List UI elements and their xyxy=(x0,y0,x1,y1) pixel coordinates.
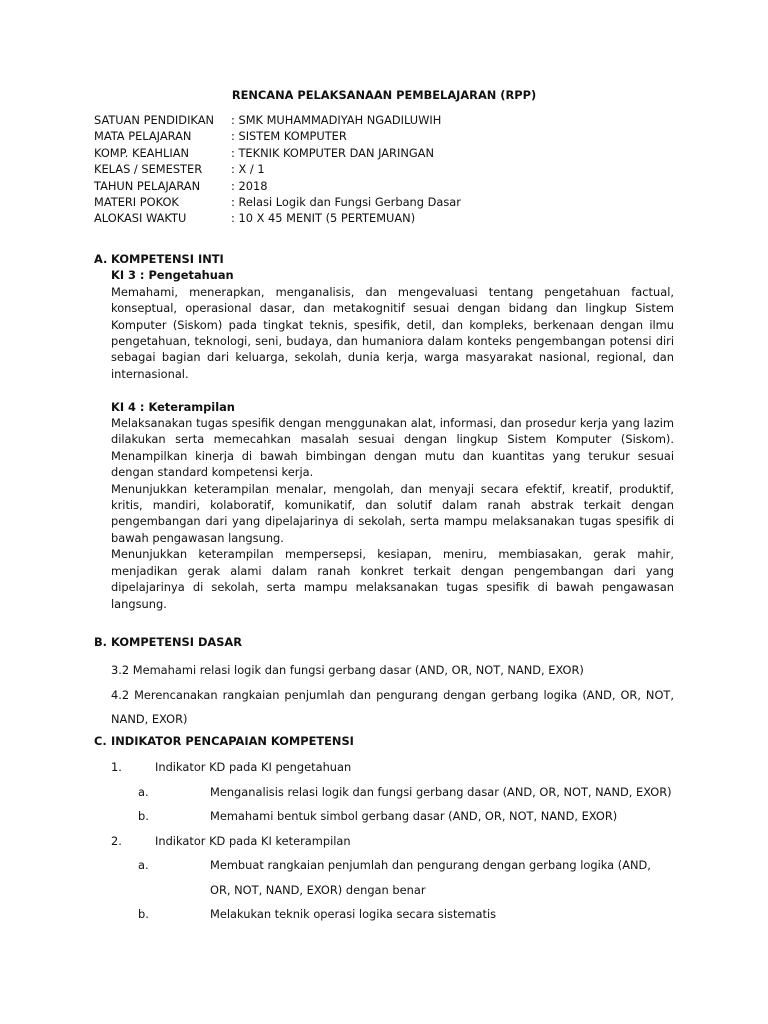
section-title: INDIKATOR PENCAPAIAN KOMPETENSI xyxy=(111,734,354,748)
section-heading xyxy=(94,733,674,749)
section-kompetensi-dasar xyxy=(94,634,674,732)
ki3-heading: KI 3 : Pengetahuan xyxy=(111,268,234,283)
info-label: KELAS / SEMESTER xyxy=(94,162,203,177)
section-title: KOMPETENSI INTI xyxy=(111,252,224,266)
indicator-label: Indikator KD pada KI keterampilan xyxy=(155,833,351,848)
ki4-paragraph-1: Melaksanakan tugas spesifik dengan menggunakan alat, informasi, dan prosedur kerja yang lazim dilakukan serta memecahkan masalah sesuai dengan lingkup Sistem Komputer (Siskom). Menampilkan kinerja di bawah bimbingan dengan mutu dan kuantitas yang terukur sesuai dengan standard kompetensi kerja. xyxy=(111,416,674,480)
subitem-letter: a. xyxy=(138,858,149,873)
subitem-letter: b. xyxy=(138,907,149,922)
info-value: : Relasi Logik dan Fungsi Gerbang Dasar xyxy=(231,194,461,209)
info-value: : SISTEM KOMPUTER xyxy=(231,129,347,144)
indicator-number: 2. xyxy=(111,833,122,848)
info-row xyxy=(94,194,674,210)
section-letter: A. xyxy=(94,252,108,266)
ki4-paragraph-2: Menunjukkan keterampilan menalar, mengolah, dan menyaji secara efektif, kreatif, produktif, kritis, mandiri, kolaboratif, komunikatif, dan solutif dalam ranah abstrak terkait dengan pengembangan dari yang dipelajarinya di sekolah, serta mampu melaksanakan tugas spesifik di bawah pengawasan langsung. xyxy=(111,481,674,545)
kd-item: 3.2 Memahami relasi logik dan fungsi gerbang dasar (AND, OR, NOT, NAND, EXOR) xyxy=(111,663,584,678)
section-heading xyxy=(94,251,674,267)
subitem-text: Menganalisis relasi logik dan fungsi gerbang dasar (AND, OR, NOT, NAND, EXOR) xyxy=(210,784,672,799)
info-row xyxy=(94,112,674,128)
identity-table xyxy=(94,112,674,227)
info-row xyxy=(94,145,674,161)
section-indikator xyxy=(94,733,674,927)
info-label: MATERI POKOK xyxy=(94,194,179,209)
section-heading xyxy=(94,634,674,650)
info-value: : TEKNIK KOMPUTER DAN JARINGAN xyxy=(231,145,434,160)
kd-item: 4.2 Merencanakan rangkaian penjumlah dan pengurang dengan gerbang logika (AND, OR, NOT, NAND, EXOR) xyxy=(111,687,674,727)
info-value: : X / 1 xyxy=(231,162,265,177)
indicator-subitem xyxy=(94,902,674,927)
info-row xyxy=(94,128,674,144)
section-kompetensi-inti xyxy=(94,251,674,612)
subitem-text: Membuat rangkaian penjumlah dan pengurang dengan gerbang logika (AND, OR, NOT, NAND, EXOR) dengan benar xyxy=(210,858,651,897)
subitem-letter: b. xyxy=(138,809,149,824)
indicator-label: Indikator KD pada KI pengetahuan xyxy=(155,760,352,775)
section-letter: C. xyxy=(94,734,107,748)
indicator-item xyxy=(94,755,674,780)
indicator-number: 1. xyxy=(111,760,122,775)
ki4-heading: KI 4 : Keterampilan xyxy=(111,399,235,414)
subitem-text: Melakukan teknik operasi logika secara sistematis xyxy=(210,907,497,922)
info-value: : SMK MUHAMMADIYAH NGADILUWIH xyxy=(231,113,442,127)
info-label: SATUAN PENDIDIKAN xyxy=(94,113,215,127)
info-row xyxy=(94,161,674,177)
indicator-subitem xyxy=(94,804,674,829)
info-row xyxy=(94,178,674,194)
subitem-letter: a. xyxy=(138,784,149,799)
section-letter: B. xyxy=(94,635,108,649)
info-label: TAHUN PELAJARAN xyxy=(94,178,201,193)
ki3-paragraph: Memahami, menerapkan, menganalisis, dan mengevaluasi tentang pengetahuan factual, konseptual, operasional dasar, dan metakognitif sesuai dengan bidang dan lingkup Sistem Komputer (Siskom) pada tingkat teknis, spesifik, detil, dan kompleks, berkenaan dengan ilmu pengetahuan, teknologi, seni, budaya, dan humaniora dalam konteks pengembangan potensi diri sebagai bagian dari keluarga, sekolah, dunia kerja, warga masyarakat nasional, regional, dan internasional. xyxy=(111,284,674,381)
info-value: : 10 X 45 MENIT (5 PERTEMUAN) xyxy=(231,211,416,226)
ki4-paragraph-3: Menunjukkan keterampilan mempersepsi, kesiapan, meniru, membiasakan, gerak mahir, menjadikan gerak alami dalam ranah konkret terkait dengan pengembangan dari yang dipelajarinya di sekolah, serta mampu melaksanakan tugas spesifik di bawah pengawasan langsung. xyxy=(111,547,674,611)
indicator-item xyxy=(94,829,674,854)
info-row xyxy=(94,210,674,226)
indicator-subitem xyxy=(94,853,674,902)
document-title: RENCANA PELAKSANAAN PEMBELAJARAN (RPP) xyxy=(231,88,537,102)
section-title: KOMPETENSI DASAR xyxy=(111,635,243,649)
info-label: ALOKASI WAKTU xyxy=(94,211,187,226)
info-label: MATA PELAJARAN xyxy=(94,129,192,144)
subitem-text: Memahami bentuk simbol gerbang dasar (AND, OR, NOT, NAND, EXOR) xyxy=(210,809,618,824)
info-label: KOMP. KEAHLIAN xyxy=(94,145,190,160)
info-value: : 2018 xyxy=(231,178,268,193)
indicator-subitem xyxy=(94,780,674,805)
